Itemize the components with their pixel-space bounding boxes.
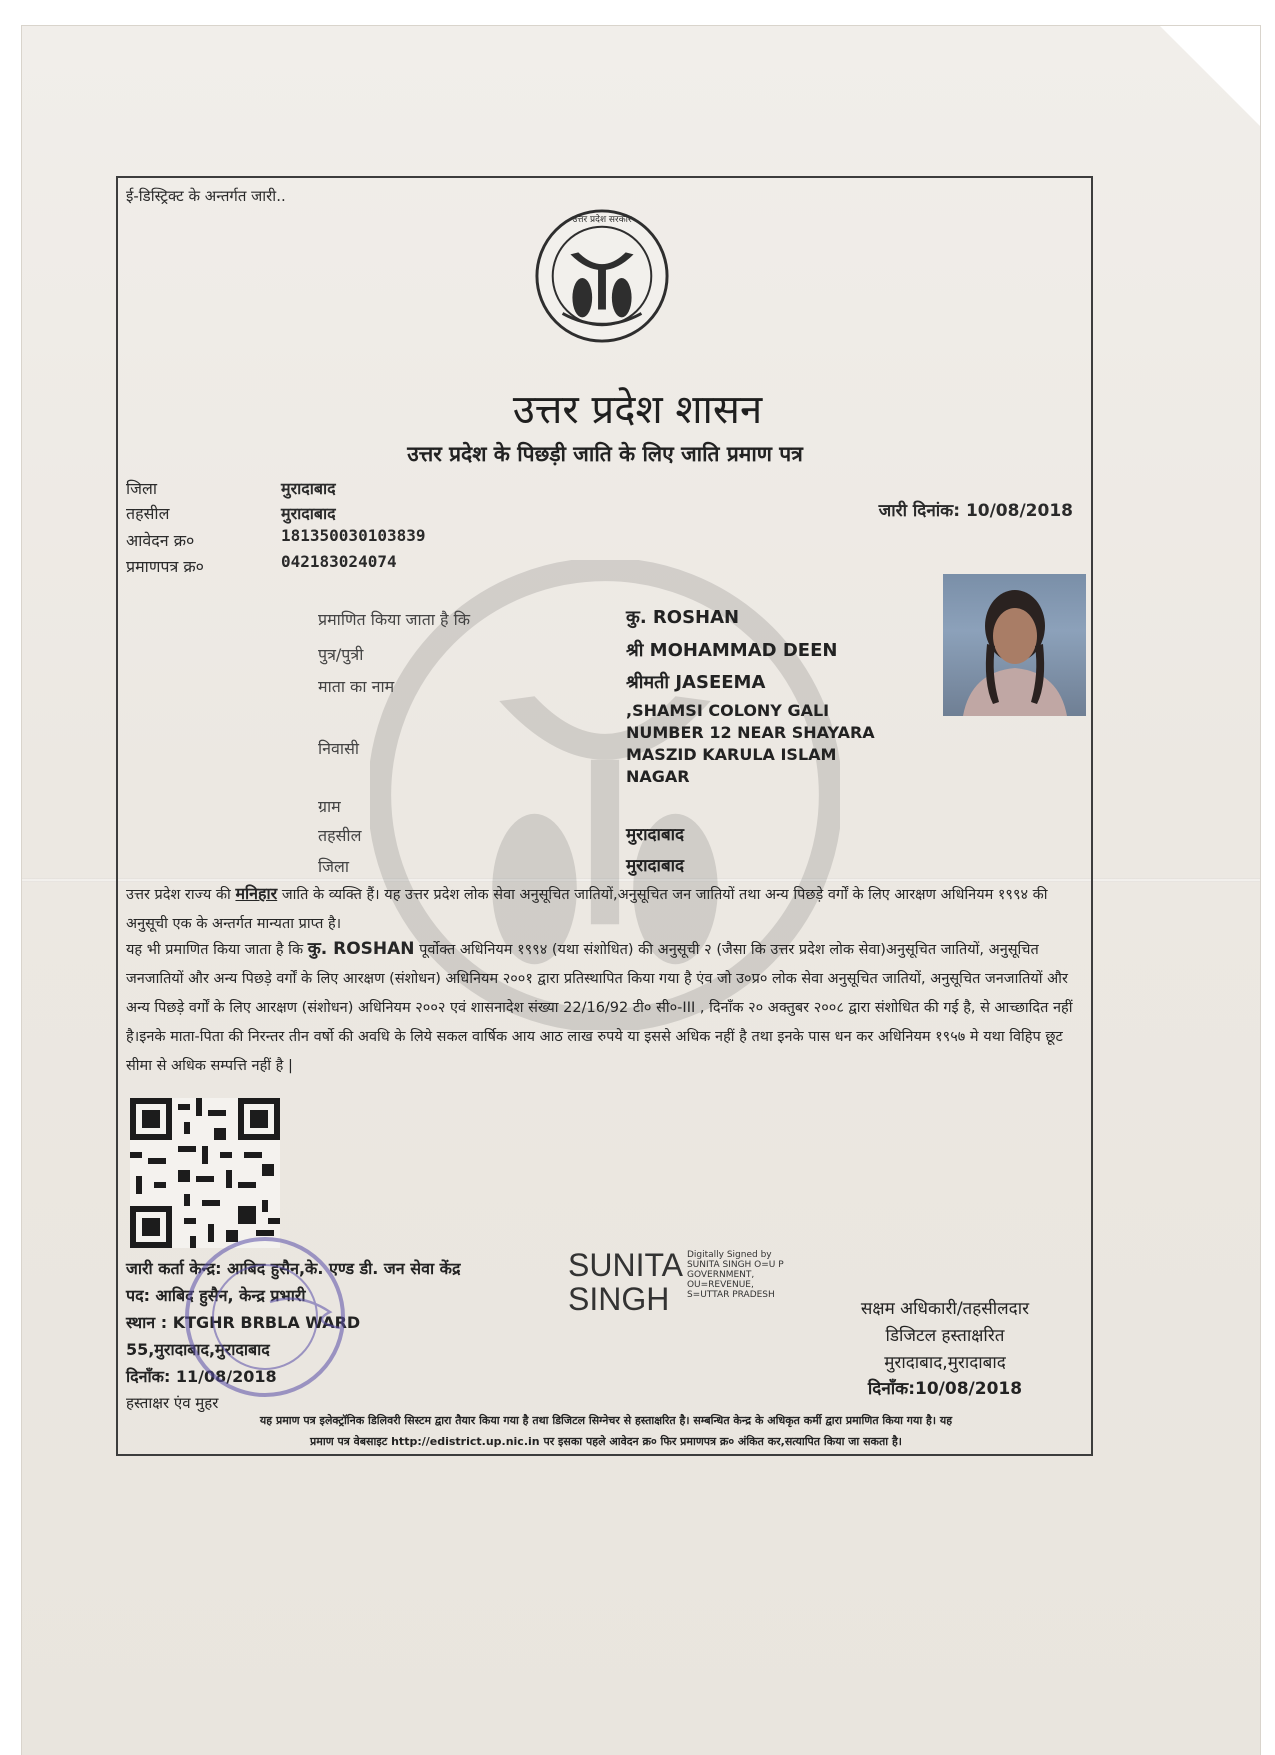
tehsil-value: मुरादाबाद [281,504,336,523]
officer-digital-signed: डिजिटल हस्ताक्षरित [885,1326,1005,1346]
caste-paragraph [126,879,1086,939]
mother-name: श्रीमती JASEEMA [626,672,766,693]
signature-line: SUNITA SINGH O=U P [686,1260,784,1270]
centre-stamp [180,1232,350,1402]
person-photo-icon [943,574,1086,716]
sign-and-seal-label: हस्ताक्षर एंव मुहर [126,1394,219,1412]
application-number-value: 181350030103839 [281,526,426,545]
issuing-centre: जारी कर्ता केन्द्र: आबिद हुसैन,के. एण्ड डी. जन सेवा केंद्र [126,1259,461,1278]
issued-under-text: ई-डिस्ट्रिक्ट के अन्तर्गत जारी.. [126,187,286,205]
issuer-post: पद: आबिद हुसैन, केन्द्र प्रभारी [126,1286,306,1305]
certificate-title: उत्तर प्रदेश के पिछड़ी जाति के लिए जाति प्रमाण पत्र [407,442,803,466]
field-tehsil-value: मुरादाबाद [626,825,685,845]
signer-first-name: SUNITA [568,1247,683,1283]
applicant-name-inline: कु. ROSHAN [307,939,415,959]
footer-line-1: यह प्रमाण पत्र इलेक्ट्रॉनिक डिलिवरी सिस्टम द्वारा तैयार किया गया है तथा डिजिटल सिग्नेचर से हस्ताक्षरित है। सम्बन्धित केन्द्र के अधिकृत कर्मी द्वारा प्रमाणित किया गया है। यह [259,1414,953,1427]
child-of-label: पुत्र/पुत्री [318,645,364,664]
issuer-date: दिनाँक: 11/08/2018 [126,1367,277,1386]
application-number-label: आवेदन क्र० [126,531,195,550]
signature-details [687,1250,784,1316]
paragraph-text: उत्तर प्रदेश राज्य की [126,887,236,903]
qr-code [130,1098,280,1248]
emblem-seal-text: उत्तर प्रदेश सरकार [572,215,632,225]
folded-corner [1160,26,1260,126]
paragraph-text: यह भी प्रमाणित किया जाता है कि [126,942,308,958]
signature-line: S=UTTAR PRADESH [686,1290,775,1300]
certificate-number-value: 042183024074 [281,552,397,571]
signature-line: OU=REVENUE, [686,1280,754,1290]
certified-name: कु. ROSHAN [626,607,740,628]
field-tehsil-label: तहसील [318,826,362,845]
officer-title: सक्षम अधिकारी/तहसीलदार [860,1299,1030,1319]
signer-last-name: SINGH [568,1281,670,1317]
paragraph-text: जाति के व्यक्ति हैं। यह उत्तर प्रदेश लोक सेवा अनुसूचित जातियों,अनुसूचित जन जातियों तथा अन्य पिछड़े वर्गों के लिए आरक्षण अधिनियम १९९४ की अनुसूची एक के अन्तर्गत मान्यता प्राप्त है। [126,887,1048,932]
signature-line: GOVERNMENT, [686,1270,755,1280]
certified-label: प्रमाणित किया जाता है कि [318,610,471,629]
address-line: NUMBER 12 NEAR SHAYARA [626,723,875,742]
resident-address [626,700,875,788]
address-line: NAGAR [626,767,690,786]
issuer-place-2: 55,मुरादाबाद,मुरादाबाद [126,1340,270,1359]
tehsil-label: तहसील [126,504,170,523]
district-label: जिला [126,479,158,498]
signature-line: Digitally Signed by [686,1250,772,1260]
applicant-photo [943,574,1086,716]
father-name: श्री MOHAMMAD DEEN [626,640,838,661]
village-label: ग्राम [318,797,341,816]
up-government-emblem [533,207,671,345]
field-district-value: मुरादाबाद [626,856,685,876]
footer-line-2: प्रमाण पत्र वेबसाइट http://edistrict.up.nic.in पर इसका पहले आवेदन क्र० फिर प्रमाणपत्र क्र० अंकित कर,सत्यापित किया जा सकता है। [310,1435,902,1448]
address-line: MASZID KARULA ISLAM [626,745,837,764]
paragraph-text: पूर्वोक्त अधिनियम १९९४ (यथा संशोधित) की अनुसूची २ (जैसा कि उत्तर प्रदेश लोक सेवा)अनुसूचित जातियों, अनुसूचित जनजातियों और अन्य पिछड़े वर्गों के लिए आरक्षण (संशोधन) अधिनियम २००१ द्वारा प्रतिस्थापित किया गया है एंव जो उ०प्र० लोक सेवा अनुसूचित जातियों, अनुसूचित जनजातियों और अन्य पिछड़े वर्गों के लिए आरक्षण (संशोधन) अधिनियम २००२ एवं शासनादेश संख्या 22/16/92 टी० सी०-III , दिनाँक २० अक्तुबर २००८ द्वारा संशोधित की गई है, से आच्छादित नहीं है।इनके माता-पिता की निरन्तर तीन वर्षो की अवधि के लिये सकल वार्षिक आय आठ लाख रुपये या इससे अधिक नहीं है तथा इनके पास धन कर अधिनियम १९५७ मे यथा विहिप छूट सीमा से अधिक सम्पत्ति नहीं है | [126,942,1073,1074]
field-district-label: जिला [318,857,350,876]
caste-name: मनिहार [235,884,278,903]
officer-date: दिनाँक:10/08/2018 [867,1379,1023,1399]
issuer-place: स्थान : KTGHR BRBLA WARD [126,1313,361,1332]
district-value: मुरादाबाद [281,479,336,498]
officer-place: मुरादाबाद,मुरादाबाद [884,1353,1006,1373]
mother-label: माता का नाम [318,677,395,696]
signer-name [568,1248,683,1316]
address-line: ,SHAMSI COLONY GALI [626,701,830,720]
government-title: उत्तर प्रदेश शासन [512,387,763,433]
certification-paragraph [126,935,1086,1081]
resident-label: निवासी [318,739,360,758]
certificate-number-label: प्रमाणपत्र क्र० [126,557,204,576]
digital-signature [568,1248,784,1316]
issue-date: जारी दिनांक: 10/08/2018 [878,501,1073,521]
